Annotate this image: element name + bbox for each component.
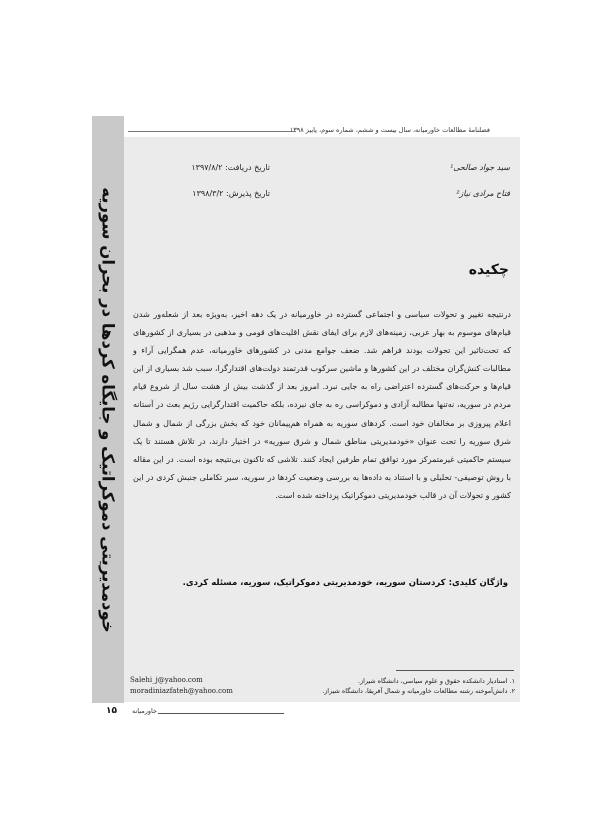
page-number: ۱۵ [106, 706, 117, 716]
footnote: ۱. استادیار دانشکده حقوق و علوم سیاسی، دانشگاه شیراز. [357, 677, 515, 685]
keywords: واژگان کلیدی: کردستان سوریه، خودمدیریتی دموکراتیک، سوریه، مسئله کردی. [182, 578, 508, 588]
footnotes [322, 676, 515, 696]
journal-name: خاورمیانه [132, 707, 157, 715]
article-title: خودمدیریتی دموکراتیک و جایگاه کردها در بحران سوریه [98, 186, 118, 633]
email: moradiniazfateh@yahoo.com [130, 687, 233, 695]
author-name: فتاح مرادی نیاز² [456, 189, 510, 198]
article-title-container [97, 117, 119, 702]
received-date: تاریخ دریافت: ۱۳۹۷/۸/۲ [191, 163, 270, 172]
footer-rule [158, 713, 284, 714]
author-emails [130, 675, 233, 697]
email: Salehi_j@yahoo.com [130, 676, 203, 684]
author-list [450, 155, 510, 207]
abstract-heading: چکیده [468, 262, 509, 278]
author-name: سید جواد صالحی¹ [450, 163, 510, 172]
header-rule [128, 131, 296, 132]
footnote-rule [396, 670, 514, 671]
footnote: ۲. دانش‌آموخته رشته مطالعات خاورمیانه و شمال آفریقا، دانشگاه شیراز. [322, 687, 515, 695]
accepted-date: تاریخ پذیرش: ۱۳۹۸/۳/۲ [192, 189, 270, 198]
running-head: فصلنامهٔ مطالعات خاورمیانه، سال بیست و ششم، شماره سوم، پاییز ۱۳۹۸ [289, 126, 490, 134]
article-dates [150, 155, 270, 207]
abstract-text: درنتیجه تغییر و تحولات سیاسی و اجتماعی گسترده در خاورمیانه در یک دهه اخیر، به‌ویژه بعد از شعله‌ور شدن قیام‌های موسوم به بهار عربی، زمینه‌های لازم برای ایفای نقش اقلیت‌های قومی و مذهبی در بسیاری از کشورهای که تحت‌تاثیر این تحولات بودند فراهم شد. ضعف جوامع مدنی در کشورهای خاورمیانه، عدم همگرایی آراء و مطالبات کنش‌گران مختلف در این کشورها و ماشین سرکوب قدرتمند دولت‌های اقتدارگرا، سبب شد بسیاری از این قیام‌ها و حرکت‌های گسترده اعتراضی راه به جایی نبرد. امروز بعد از گذشت بیش از هشت سال از شروع قیام مردم در سوریه، نه‌تنها مطالبه آزادی و دموکراسی ره به جای نبرده، بلکه حاکمیت اقتدارگرایی رژیم بعث در آستانه اعلام پیروزی بر مخالفان خود است. کردهای سوریه به همراه هم‌پیمانان خود که بخش بزرگی از شمال و شمال شرق سوریه را تحت عنوان «خودمدیریتی مناطق شمال و شرق سوریه» در اختیار دارند، در تلاش هستند تا یک سیستم حاکمیتی غیرمتمرکز مورد توافق تمام طرفین ایجاد کنند. تلاشی که تاکنون بی‌نتیجه بوده است. در این مقاله با روش توصیفی- تحلیلی و با استناد به داده‌ها به بررسی وضعیت کردها در سوریه، سیر تکاملی جنبش کردی در این کشور و تحولات آن در قالب خودمدیریتی دموکراتیک پرداخته شده است. [133, 310, 511, 500]
